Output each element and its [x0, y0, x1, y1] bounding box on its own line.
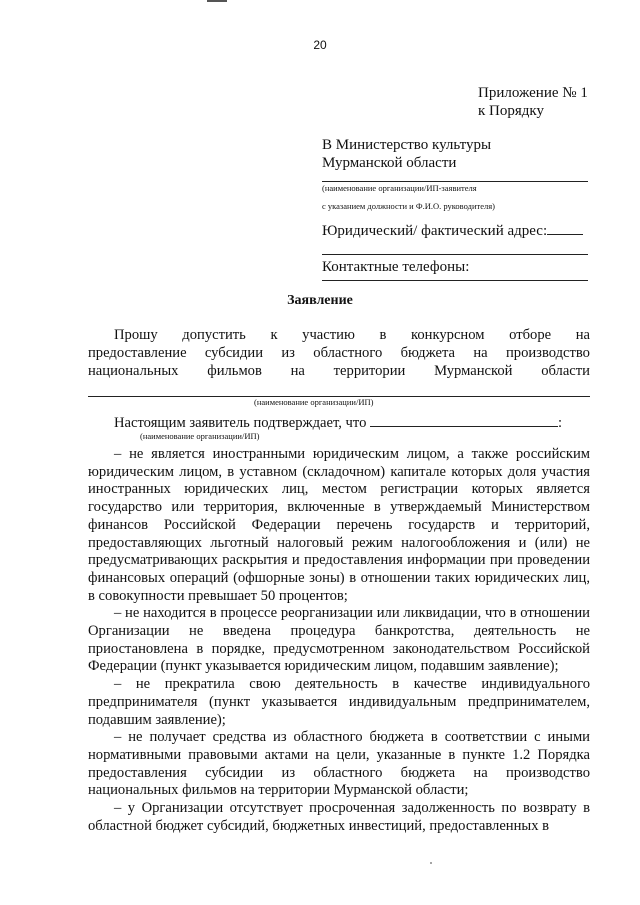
confirm-line: Настоящим заявитель подтверждает, что :	[114, 415, 563, 431]
condition-item-4: – не получает средства из областного бюджета в соответствии с иными нормативными правовыми актами на цели, указанные в пункте 1.2 Порядка предоставления субсидии из областного бюджета на производство национальных фильмов на территории Мурманской области;	[88, 729, 590, 799]
condition-item-2: – не находится в процессе реорганизации или ликвидации, что в отношении Организации не введена процедура банкротства, деятельность не приостановлена в порядке, предусмотренном законодательством Российской Федерации (пункт указывается юридическим лицом, подавшим заявление);	[88, 605, 590, 675]
addressee-line-2: Мурманской области	[322, 155, 457, 171]
request-line-2: предоставление субсидии из областного бюджета на производство	[88, 345, 590, 361]
condition-item-5: – у Организации отсутствует просроченная задолженность по возврату в областной бюджет субсидий, бюджетных инвестиций, предоставленных в	[88, 800, 590, 834]
condition-item-1: – не является иностранными юридическим лицом, а также российским юридическим лицом, в уставном (складочном) капитале которых доля участия иностранных юридических лиц, местом регистрации которых является государство или территория, включенные в утверждаемый Министерством финансов Российской Федерации перечень государств и территорий, предоставляющих льготный налоговый режим налогообложения и (или) не предусматривающих раскрытия и предоставления информации при проведении финансовых операций (офшорные зоны) в отношении таких юридических лиц, в совокупности превышает 50 процентов;	[88, 446, 590, 604]
addressee-line-1: В Министерство культуры	[322, 137, 492, 153]
applicant-hint-2: с указанием должности и Ф.И.О. руководителя)	[322, 201, 495, 211]
request-line-1: Прошу допустить к участию в конкурсном отборе на	[114, 327, 591, 343]
organization-hint: (наименование организации/ИП)	[254, 397, 374, 407]
scan-artifact-mark	[207, 0, 227, 2]
confirm-hint: (наименование организации/ИП)	[140, 431, 260, 441]
appendix-line-1: Приложение № 1	[478, 85, 588, 101]
phones-line	[322, 280, 588, 281]
address-blank	[547, 234, 583, 235]
address-second-line	[322, 254, 588, 255]
applicant-name-line	[322, 181, 588, 182]
conditions-list	[88, 446, 590, 835]
addressee-block	[322, 136, 491, 172]
appendix-line-2: к Порядку	[478, 103, 544, 119]
scan-speck	[430, 862, 432, 864]
confirm-blank	[370, 426, 558, 427]
appendix-block	[478, 84, 588, 120]
phones-label: Контактные телефоны:	[322, 259, 470, 275]
document-title: Заявление	[287, 293, 353, 308]
request-line-3: национальных фильмов на территории Мурманской области	[88, 363, 590, 379]
applicant-hint-1: (наименование организации/ИП-заявителя	[322, 183, 477, 193]
address-label: Юридический/ фактический адрес:	[322, 222, 583, 240]
page-number: 20	[313, 38, 327, 52]
condition-item-3: – не прекратила свою деятельность в качестве индивидуального предпринимателя (пункт указывается индивидуальным предпринимателем, подавшим заявление);	[88, 676, 590, 728]
